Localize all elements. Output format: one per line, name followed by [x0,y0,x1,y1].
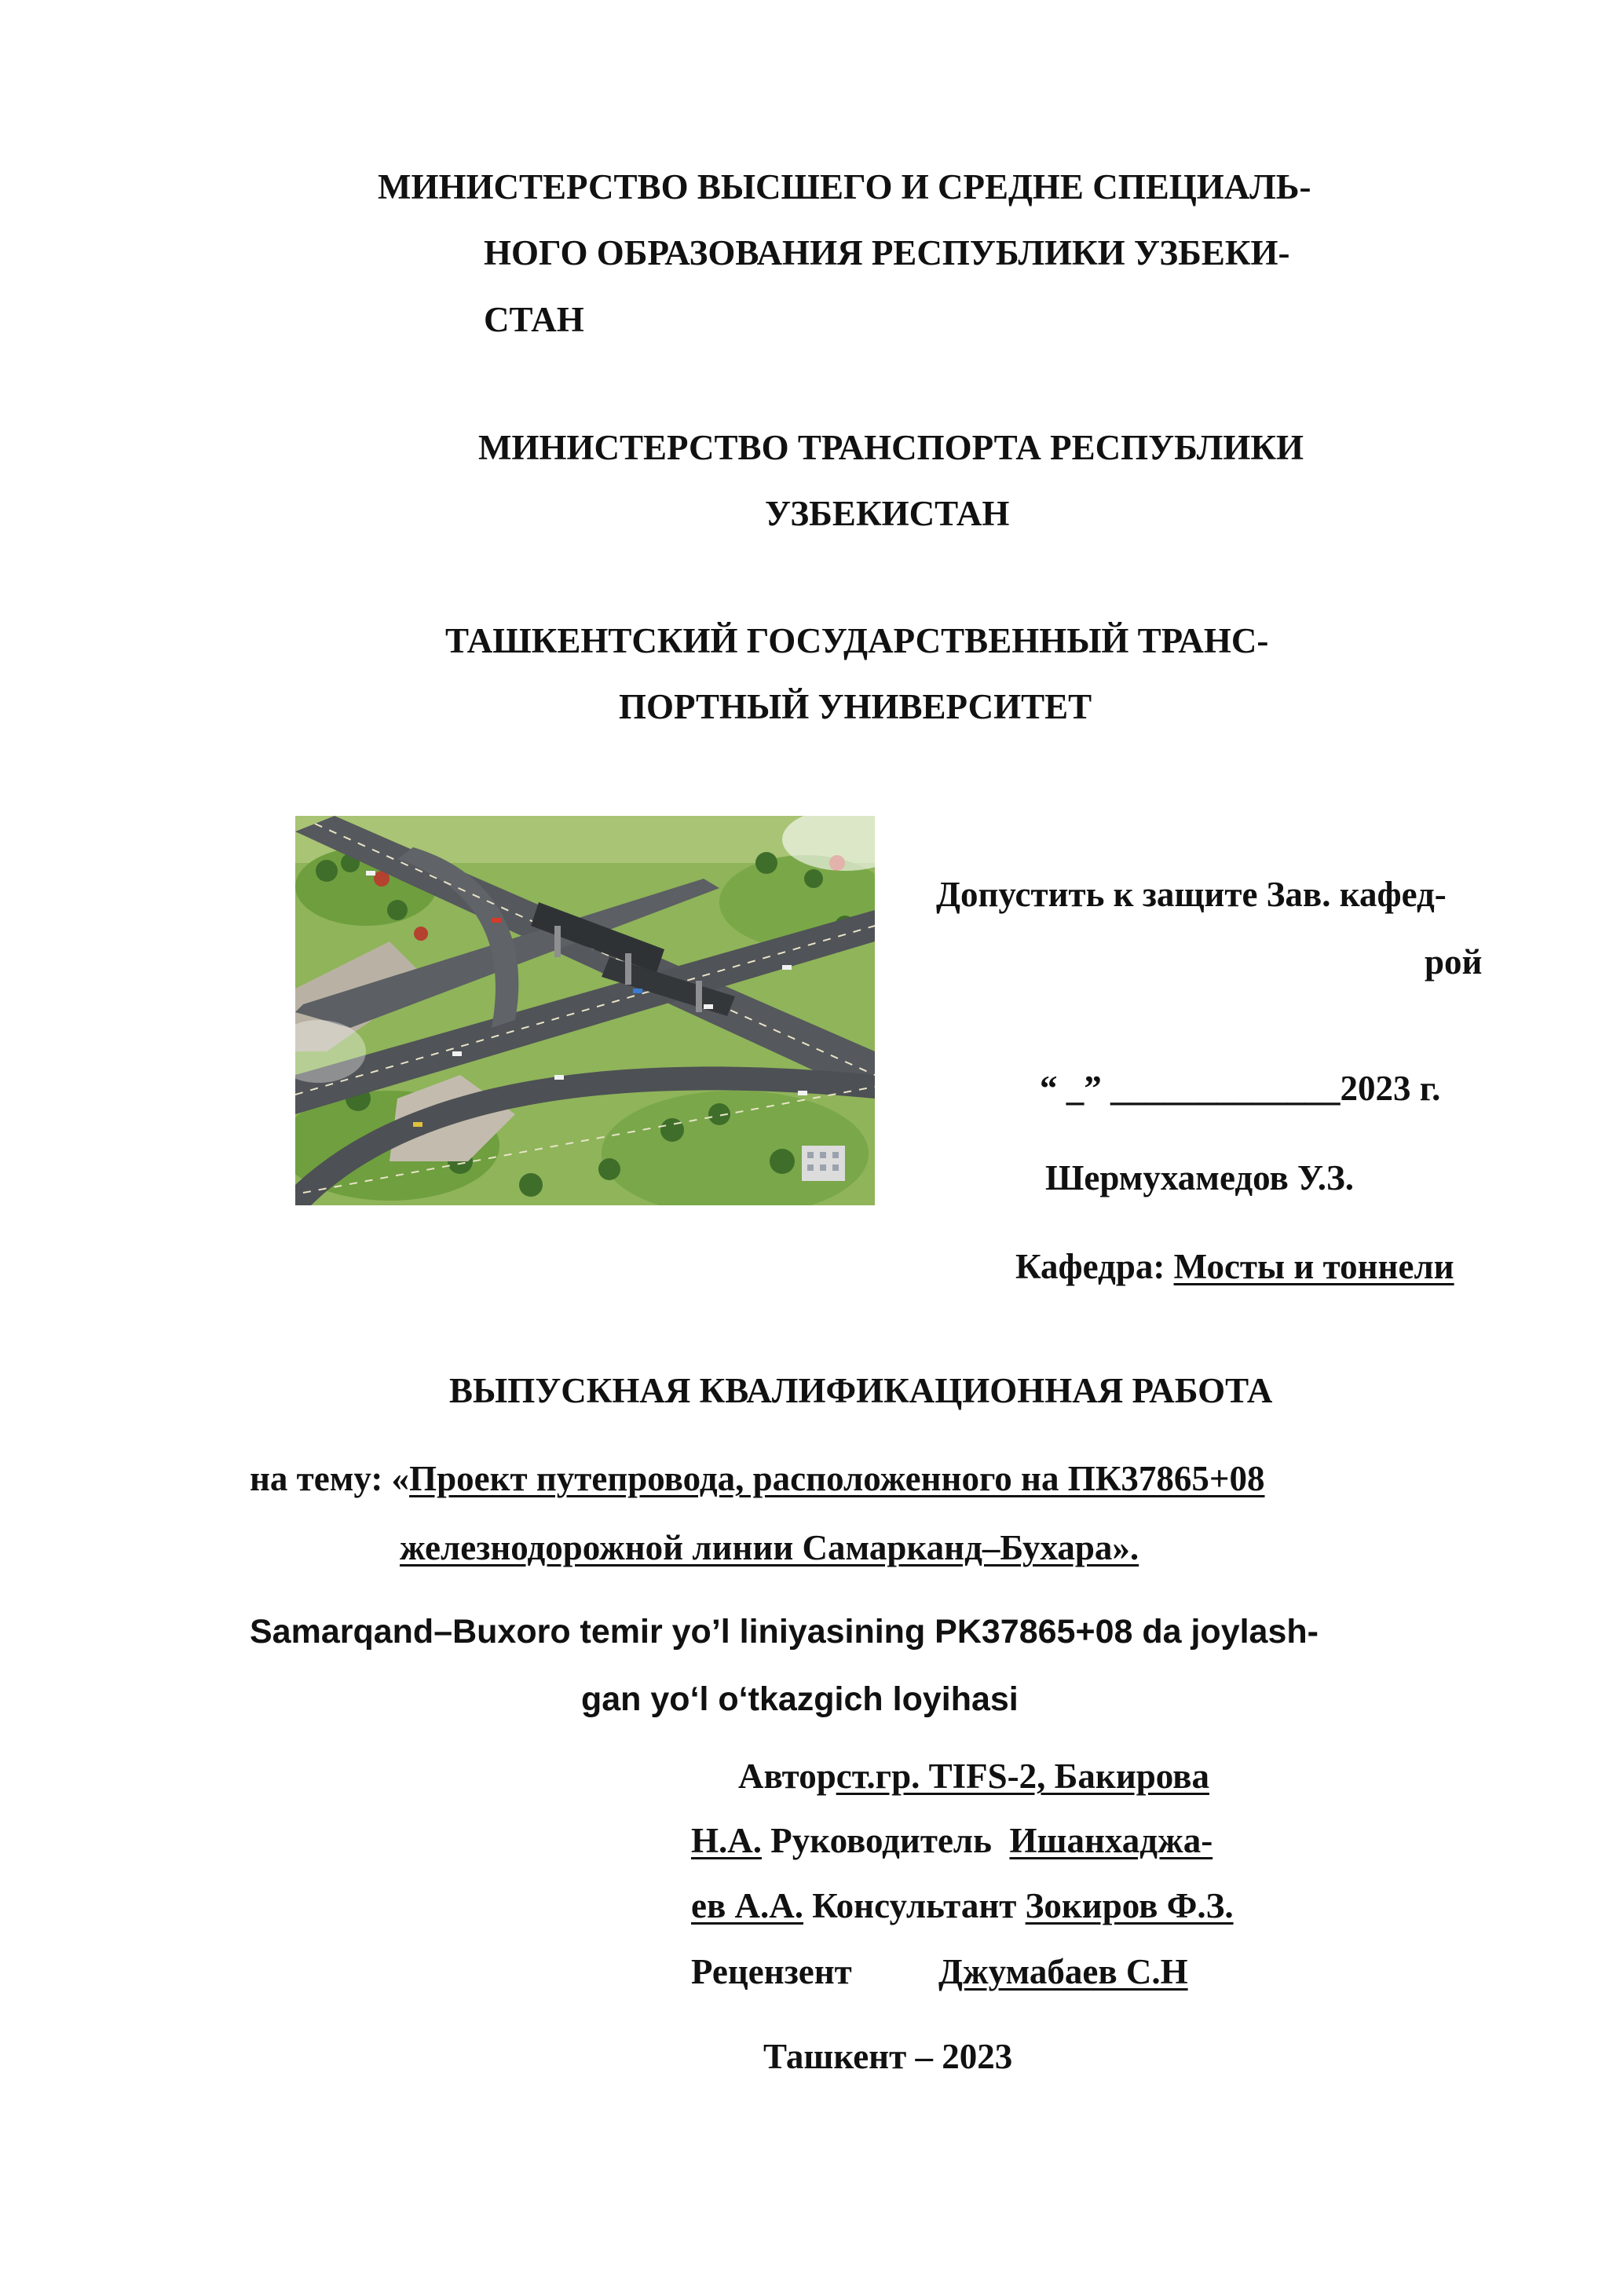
supervisor-value-part-1: Ишанхаджа- [1009,1821,1213,1860]
department-label: Кафедра: [1015,1247,1174,1286]
overpass-render-image [295,816,875,1205]
consultant-value: Зокиров Ф.З. [1025,1886,1234,1925]
ministry-higher-education-line-1: МИНИСТЕРСТВО ВЫСШЕГО И СРЕДНЕ СПЕЦИАЛЬ- [378,167,1311,207]
supervisor-value-part-2: ев А.А. [691,1886,804,1925]
author-label: Автор [738,1757,836,1796]
work-type-title: ВЫПУСКНАЯ КВАЛИФИКАЦИОННАЯ РАБОТА [449,1371,1273,1410]
author-initials: Н.А. [691,1821,762,1860]
department-head-name: Шермухамедов У.З. [1045,1158,1354,1197]
uzbek-title-line-1: Samarqand–Buxoro temir yo’l liniyasining PK37865+08 da joylash- [250,1613,1319,1651]
department-value: Мосты и тоннели [1173,1247,1454,1286]
ministry-transport-line-1: МИНИСТЕРСТВО ТРАНСПОРТА РЕСПУБЛИКИ [478,428,1304,467]
author-value: ст.гр. TIFS-2, Бакирова [836,1757,1209,1796]
admit-to-defense-line-1: Допустить к защите Зав. кафед- [936,875,1447,914]
ministry-transport-line-2: УЗБЕКИСТАН [765,494,1010,533]
ministry-higher-education-line-3: СТАН [484,300,584,339]
city-year: Ташкент – 2023 [763,2037,1013,2076]
consultant-line [691,1884,1234,1928]
author-line [738,1754,1209,1798]
admit-to-defense-line-2: рой [1425,942,1483,982]
supervisor-label: Руководитель [762,1821,1010,1860]
consultant-label: Консультант [803,1886,1026,1925]
topic-title-part-1: Проект путепровода, расположенного на ПК37865+08 [409,1459,1265,1498]
university-line-2: ПОРТНЫЙ УНИВЕРСИТЕТ [619,687,1092,726]
university-line-1: ТАШКЕНТСКИЙ ГОСУДАРСТВЕННЫЙ ТРАНС- [445,621,1269,660]
ministry-higher-education-line-2: НОГО ОБРАЗОВАНИЯ РЕСПУБЛИКИ УЗБЕКИ- [484,233,1290,272]
approval-date-line: “ _” _____________2023 г. [1040,1069,1441,1108]
supervisor-line [691,1819,1213,1863]
reviewer-label: Рецензент [691,1952,852,1991]
topic-prefix: на тему: « [250,1459,410,1498]
overpass-illustration [295,816,875,1205]
topic-title-part-2: железнодорожной линии Самарканд–Бухара». [400,1528,1139,1567]
reviewer-value: Джумабаев С.Н [938,1952,1188,1991]
topic-line-1 [250,1457,1265,1501]
department-line [1015,1245,1454,1289]
uzbek-title-line-2: gan yo‘l o‘tkazgich loyihasi [581,1680,1019,1718]
